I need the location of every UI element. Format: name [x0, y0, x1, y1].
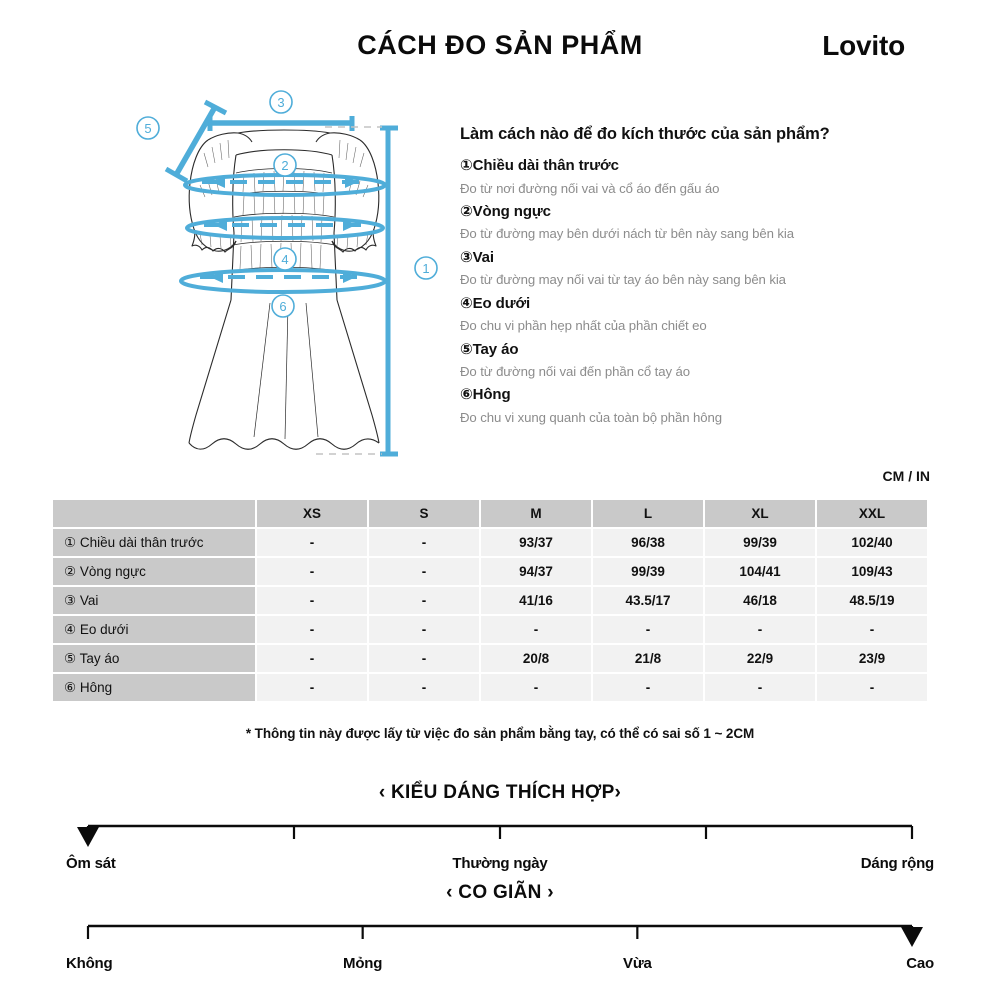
table-cell: - — [257, 616, 367, 643]
instruction-item-5 — [460, 339, 930, 383]
table-cell: 99/39 — [593, 558, 703, 585]
table-cell: - — [481, 674, 591, 701]
marker-4 — [274, 248, 296, 270]
instruction-label-2: ②Vòng ngực — [460, 202, 551, 220]
instruction-desc-5: Đo từ đường nối vai đến phần cổ tay áo — [460, 364, 690, 379]
scale-marker-triangle — [901, 927, 923, 947]
table-cell: 104/41 — [705, 558, 815, 585]
measure-hip-6 — [181, 270, 385, 292]
fit-scale-graphic — [0, 816, 1000, 852]
brand-logo: Lovito — [822, 30, 905, 61]
instruction-item-1 — [460, 155, 930, 199]
table-row-label: ① Chiều dài thân trước — [53, 529, 255, 556]
scale-marker-triangle — [77, 827, 99, 847]
table-row — [53, 558, 927, 585]
svg-text:5: 5 — [144, 121, 152, 136]
table-cell: - — [257, 674, 367, 701]
table-cell: - — [705, 674, 815, 701]
table-row — [53, 529, 927, 556]
measure-waist-4 — [187, 218, 383, 238]
instruction-desc-2: Đo từ đường may bên dưới nách từ bên này sang bên kia — [460, 226, 794, 242]
table-row — [53, 674, 927, 701]
table-cell: - — [705, 616, 815, 643]
table-cell: 46/18 — [705, 587, 815, 614]
stretch-scale-section — [0, 882, 1000, 977]
table-cell: - — [257, 558, 367, 585]
svg-text:6: 6 — [279, 299, 287, 314]
instruction-item-6 — [460, 384, 930, 428]
instruction-label-1: ①Chiều dài thân trước — [460, 157, 619, 174]
table-cell: - — [257, 587, 367, 614]
table-cell: 23/9 — [817, 645, 927, 672]
instruction-desc-1: Đo từ nơi đường nối vai và cổ áo đến gấu áo — [460, 180, 720, 196]
instruction-item-2 — [460, 201, 930, 245]
measure-bust-2 — [185, 175, 385, 195]
table-cell: - — [593, 674, 703, 701]
table-cell: 21/8 — [593, 645, 703, 672]
table-cell: - — [593, 616, 703, 643]
stretch-scale-title: ‹ CO GIÃN › — [446, 882, 554, 903]
svg-text:3: 3 — [277, 95, 285, 110]
measure-shoulder-3 — [210, 116, 352, 131]
table-header-size-xxl: XXL — [817, 500, 927, 527]
instructions-title: Làm cách nào để đo kích thước của sản phẩm? — [460, 125, 830, 143]
table-cell: - — [257, 529, 367, 556]
table-cell: 109/43 — [817, 558, 927, 585]
table-cell: - — [369, 674, 479, 701]
table-row-label: ⑤ Tay áo — [53, 645, 255, 672]
scale-label: Thường ngày — [452, 855, 548, 872]
instruction-label-3: ③Vai — [460, 248, 494, 266]
marker-5 — [137, 117, 159, 139]
table-header-size-m: M — [481, 500, 591, 527]
table-header-size-s: S — [369, 500, 479, 527]
page-header — [0, 30, 1000, 80]
table-cell: 99/39 — [705, 529, 815, 556]
scale-label: Mỏng — [343, 955, 383, 972]
instruction-label-6: ⑥Hông — [460, 386, 511, 404]
unit-label: CM / IN — [882, 468, 930, 484]
page-title: CÁCH ĐO SẢN PHẨM — [357, 30, 643, 60]
scale-label: Không — [66, 955, 113, 972]
table-cell: - — [369, 616, 479, 643]
table-row-label: ② Vòng ngực — [53, 558, 255, 585]
measure-sleeve-5 — [166, 102, 226, 181]
size-chart-table — [51, 498, 929, 703]
measure-length-1 — [380, 128, 398, 454]
table-cell: 102/40 — [817, 529, 927, 556]
table-cell: - — [257, 645, 367, 672]
table-cell: - — [369, 587, 479, 614]
instruction-desc-6: Đo chu vi xung quanh của toàn bộ phần hông — [460, 409, 722, 425]
table-cell: 94/37 — [481, 558, 591, 585]
svg-text:2: 2 — [281, 158, 289, 173]
measurement-footnote: * Thông tin này được lấy từ việc đo sản phẩm bằng tay, có thể có sai số 1 ~ 2CM — [245, 726, 755, 741]
fit-scale-section — [0, 782, 1000, 877]
table-cell: - — [481, 616, 591, 643]
stretch-scale-graphic — [0, 916, 1000, 952]
table-cell: 93/37 — [481, 529, 591, 556]
table-header-size-xs: XS — [257, 500, 367, 527]
table-cell: - — [817, 674, 927, 701]
instruction-label-5: ⑤Tay áo — [460, 340, 519, 358]
marker-6 — [272, 295, 294, 317]
measurement-instructions — [460, 125, 930, 430]
instruction-desc-3: Đo từ đường may nối vai từ tay áo bên này sang bên kia — [460, 272, 786, 288]
table-row-label: ③ Vai — [53, 587, 255, 614]
marker-3 — [270, 91, 292, 113]
table-row — [53, 645, 927, 672]
instruction-desc-4: Đo chu vi phần hẹp nhất của phần chiết eo — [460, 318, 707, 334]
table-header-blank — [53, 500, 255, 527]
svg-text:1: 1 — [422, 261, 430, 276]
marker-2 — [274, 154, 296, 176]
table-cell: 22/9 — [705, 645, 815, 672]
table-cell: 20/8 — [481, 645, 591, 672]
table-header-size-xl: XL — [705, 500, 815, 527]
table-cell: - — [369, 645, 479, 672]
table-cell: 48.5/19 — [817, 587, 927, 614]
table-row — [53, 616, 927, 643]
svg-text:4: 4 — [281, 252, 289, 267]
stretch-scale-labels — [0, 955, 1000, 977]
scale-label: Ôm sát — [66, 855, 116, 872]
marker-1 — [415, 257, 437, 279]
table-row — [53, 587, 927, 614]
fit-scale-title: ‹ KIỂU DÁNG THÍCH HỢP› — [378, 782, 622, 803]
instruction-label-4: ④Eo dưới — [460, 294, 531, 312]
dress-measurement-illustration — [120, 85, 450, 475]
scale-label: Cao — [906, 955, 934, 972]
table-row-label: ⑥ Hông — [53, 674, 255, 701]
table-cell: 41/16 — [481, 587, 591, 614]
table-header-size-l: L — [593, 500, 703, 527]
instruction-item-3 — [460, 247, 930, 291]
scale-label: Dáng rộng — [860, 855, 934, 872]
table-cell: - — [817, 616, 927, 643]
instruction-item-4 — [460, 293, 930, 337]
table-cell: - — [369, 558, 479, 585]
table-row-label: ④ Eo dưới — [53, 616, 255, 643]
fit-scale-labels — [0, 855, 1000, 877]
scale-label: Vừa — [623, 955, 652, 972]
table-cell: 43.5/17 — [593, 587, 703, 614]
table-cell: 96/38 — [593, 529, 703, 556]
table-cell: - — [369, 529, 479, 556]
table-header-row — [53, 500, 927, 527]
